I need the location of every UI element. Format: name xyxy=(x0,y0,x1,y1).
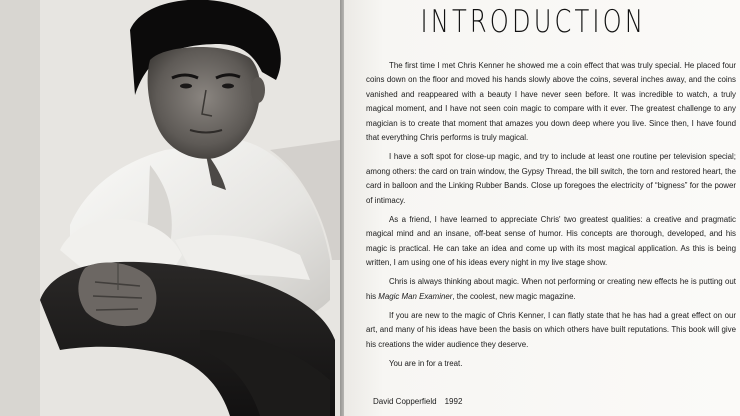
paragraph-5: If you are new to the magic of Chris Kenner, I can flatly state that he has had a great effect on our art, and many of his ideas have been the basis on which others have built reputations. This book will give his creations the wider audience they deserve. xyxy=(366,310,736,349)
signature xyxy=(373,397,462,406)
paragraph-4-after: , the coolest, new magic magazine. xyxy=(452,291,576,301)
photo-page xyxy=(0,0,344,416)
paragraph-3: As a friend, I have learned to appreciate Chris' two greatest qualities: a creative and pragmatic magical mind and an insane, off-beat sense of humor. His concepts are thorough, developed, and his magic is practical. He can take an idea and come up with its most magical application. As this is being written, I am using one of his ideas every night in my live stage show. xyxy=(366,214,736,268)
portrait-photo xyxy=(0,0,344,416)
paragraph-2: I have a soft spot for close-up magic, and try to include at least one routine per television special; among others: the card on train window, the Gypsy Thread, the bill switch, the torn and restored heart, the card in balloon and the Linking Rubber Bands. Close up foregoes the electricity of “bigness” for the power of intimacy. xyxy=(366,152,736,205)
signature-year: 1992 xyxy=(444,397,463,406)
paragraph-4 xyxy=(366,275,736,304)
paragraph-1: The first time I met Chris Kenner he showed me a coin effect that was truly special. He placed four coins down on the floor and moved his hands slowly above the coins, several inches away, and the coins vanished and reappeared with a beauty I have never seen before. It was incredible to watch, a truly magical moment, and I have not seen coin magic to compare with it ever. The greatest challenge to any magician is to create that moment that amazes you down deep where you live. Since then, I have found that everything Chris performs is truly magical. xyxy=(366,61,736,143)
signature-name: David Copperfield xyxy=(373,397,437,406)
paragraph-4-before: Chris is always thinking about magic. When not performing or creating new effects he is putting out his xyxy=(366,277,736,301)
body-text xyxy=(366,59,736,371)
magazine-title: Magic Man Examiner xyxy=(378,291,453,301)
paragraph-6: You are in for a treat. xyxy=(389,358,463,368)
text-page xyxy=(344,0,740,416)
page-title: INTRODUCTION xyxy=(420,4,647,40)
